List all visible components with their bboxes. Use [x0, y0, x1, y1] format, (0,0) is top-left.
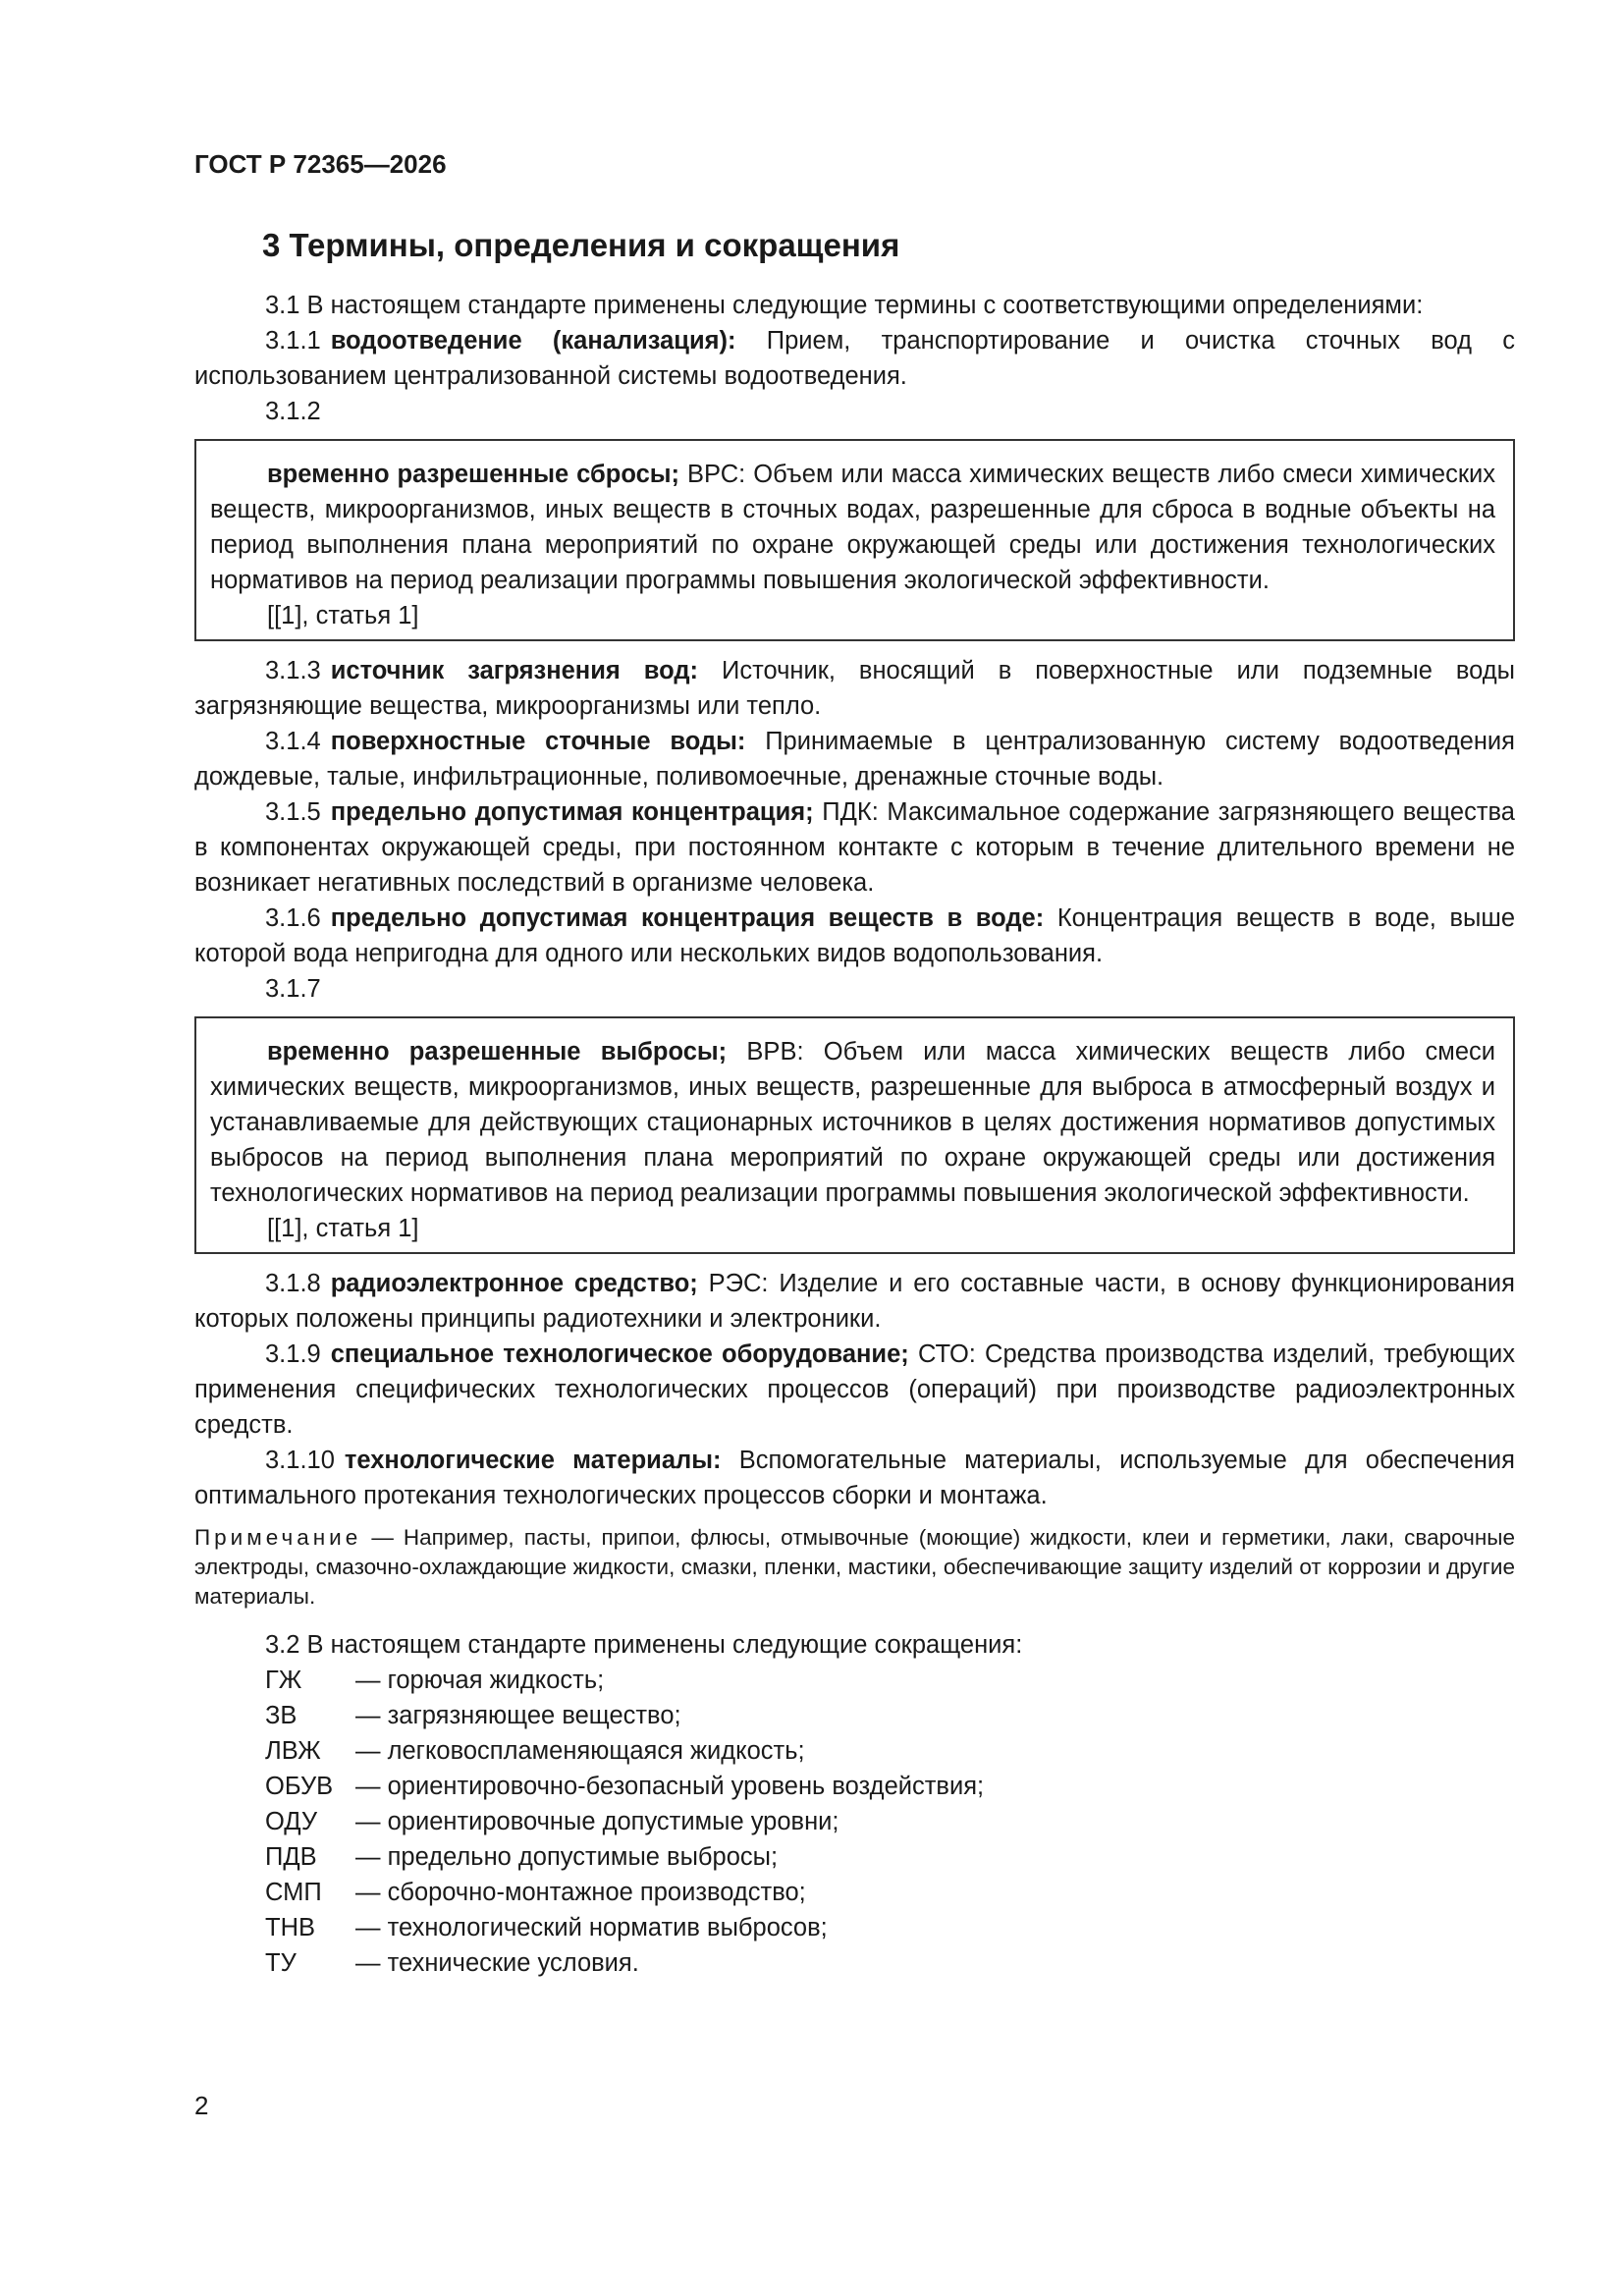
term-definition	[194, 323, 1515, 394]
abbreviation-row	[265, 1875, 1515, 1910]
abbreviation-meaning: — предельно допустимые выбросы;	[355, 1843, 779, 1871]
term-text: ВРВ: Объем или масса химических веществ либо смеси химических веществ, микроорганизмов, иных веществ, разрешенные для выброса в атмосферный воздух и устанавливаемые для действующих стационарных источников в целях достижения нормативов допустимых выбросов на период выполнения плана мероприятий по охране окружающей среды или достижения технологических нормативов на период реализации программы повышения экологической эффективности.	[210, 1038, 1495, 1207]
section-title: 3 Термины, определения и сокращения	[262, 227, 900, 263]
abbreviation: ТУ	[265, 1949, 297, 1977]
abbreviation-row	[265, 1945, 1515, 1981]
term-name: водоотведение (канализация):	[330, 327, 736, 355]
term-text: Прием, транспортирование и очистка сточных вод с использованием централизованной системы водоотведения.	[194, 327, 1515, 390]
term-definition	[194, 1266, 1515, 1337]
abbreviation-meaning: — загрязняющее вещество;	[355, 1702, 681, 1729]
abbreviation: ОБУВ	[265, 1773, 334, 1800]
abbreviation-row	[265, 1839, 1515, 1875]
term-name: временно разрешенные сбросы;	[267, 461, 680, 488]
term-text: СТО: Средства производства изделий, требующих применения специфических технологических процессов (операций) при производстве радиоэлектронных средств.	[194, 1340, 1515, 1439]
abbreviations-list	[194, 1663, 1515, 1981]
abbreviation-meaning: — ориентировочные допустимые уровни;	[355, 1808, 839, 1835]
term-number: 3.1.7	[265, 975, 321, 1003]
abbreviation-row	[265, 1663, 1515, 1698]
term-number: 3.1.5	[265, 798, 321, 826]
term-definition	[194, 1443, 1515, 1513]
term-text: РЭС: Изделие и его составные части, в основу функционирования которых положены принципы радиотехники и электроники.	[194, 1270, 1515, 1333]
term-source: [[1], статья 1]	[267, 602, 419, 629]
abbreviations-intro: 3.2 В настоящем стандарте применены следующие сокращения:	[265, 1631, 1023, 1659]
term-number: 3.1.3	[265, 657, 321, 684]
term-name: специальное технологическое оборудование;	[330, 1340, 909, 1368]
note-label: Примечание	[194, 1525, 362, 1550]
abbreviation-row	[265, 1733, 1515, 1769]
document-header: ГОСТ Р 72365—2026	[194, 149, 447, 179]
note	[194, 1523, 1515, 1612]
abbreviation-meaning: — ориентировочно-безопасный уровень воздействия;	[355, 1773, 985, 1800]
abbreviation-meaning: — сборочно-монтажное производство;	[355, 1879, 806, 1906]
term-source: [[1], статья 1]	[267, 1215, 419, 1242]
abbreviation-row	[265, 1698, 1515, 1733]
boxed-definition	[194, 439, 1515, 641]
boxed-definition	[194, 1016, 1515, 1254]
abbreviation-meaning: — горючая жидкость;	[355, 1667, 605, 1694]
term-definition	[194, 901, 1515, 971]
abbreviation: ТНВ	[265, 1914, 315, 1941]
abbreviation: ЛВЖ	[265, 1737, 321, 1765]
term-name: технологические материалы:	[344, 1447, 722, 1474]
section-content	[194, 288, 1515, 1981]
abbreviation: ПДВ	[265, 1843, 317, 1871]
definitions-intro: 3.1 В настоящем стандарте применены следующие термины с соответствующими определениями:	[265, 292, 1424, 319]
note-text: — Например, пасты, припои, флюсы, отмывочные (моющие) жидкости, клеи и герметики, лаки, сварочные электроды, смазочно-охлаждающие жидкости, смазки, пленки, мастики, обеспечивающие защиту изделий от коррозии и другие материалы.	[194, 1525, 1515, 1609]
abbreviation-row	[265, 1769, 1515, 1804]
term-number: 3.1.2	[265, 398, 321, 425]
terms-list	[194, 323, 1515, 1513]
page-number: 2	[194, 2091, 209, 2120]
abbreviation-meaning: — технические условия.	[355, 1949, 639, 1977]
term-name: источник загрязнения вод:	[330, 657, 698, 684]
term-name: временно разрешенные выбросы;	[267, 1038, 728, 1066]
term-name: радиоэлектронное средство;	[330, 1270, 698, 1297]
abbreviation-meaning: — технологический норматив выбросов;	[355, 1914, 828, 1941]
term-number: 3.1.8	[265, 1270, 321, 1297]
term-number: 3.1.1	[265, 327, 321, 355]
term-definition	[210, 457, 1495, 598]
term-text: ВРС: Объем или масса химических веществ либо смеси химических веществ, микроорганизмов, иных веществ в сточных водах, разрешенные для сброса в водные объекты на период выполнения плана мероприятий по охране окружающей среды или достижения технологических нормативов на период реализации программы повышения экологической эффективности.	[210, 461, 1495, 594]
term-text: Концентрация веществ в воде, выше которой вода непригодна для одного или нескольких видов водопользования.	[194, 904, 1515, 967]
term-text: ПДК: Максимальное содержание загрязняющего вещества в компонентах окружающей среды, при постоянном контакте с которым в течение длительного времени не возникает негативных последствий в организме человека.	[194, 798, 1515, 897]
term-number: 3.1.10	[265, 1447, 335, 1474]
term-text: Принимаемые в централизованную систему водоотведения дождевые, талые, инфильтрационные, поливомоечные, дренажные сточные воды.	[194, 728, 1515, 791]
term-name: предельно допустимая концентрация;	[330, 798, 814, 826]
abbreviation-row	[265, 1910, 1515, 1945]
term-name: предельно допустимая концентрация веществ в воде:	[330, 904, 1045, 932]
term-definition	[194, 724, 1515, 794]
abbreviation-meaning: — легковоспламеняющаяся жидкость;	[355, 1737, 805, 1765]
abbreviation: СМП	[265, 1879, 322, 1906]
abbreviation: ЗВ	[265, 1702, 298, 1729]
abbreviation: ОДУ	[265, 1808, 318, 1835]
abbreviation-row	[265, 1804, 1515, 1839]
abbreviation: ГЖ	[265, 1667, 302, 1694]
term-definition	[194, 794, 1515, 901]
term-text: Источник, вносящий в поверхностные или подземные воды загрязняющие вещества, микроорганизмы или тепло.	[194, 657, 1515, 720]
term-name: поверхностные сточные воды:	[330, 728, 746, 755]
term-number: 3.1.6	[265, 904, 321, 932]
term-number: 3.1.4	[265, 728, 321, 755]
term-definition	[194, 653, 1515, 724]
term-number: 3.1.9	[265, 1340, 321, 1368]
term-definition	[210, 1034, 1495, 1211]
term-definition	[194, 1337, 1515, 1443]
term-text: Вспомогательные материалы, используемые для обеспечения оптимального протекания технологических процессов сборки и монтажа.	[194, 1447, 1515, 1509]
